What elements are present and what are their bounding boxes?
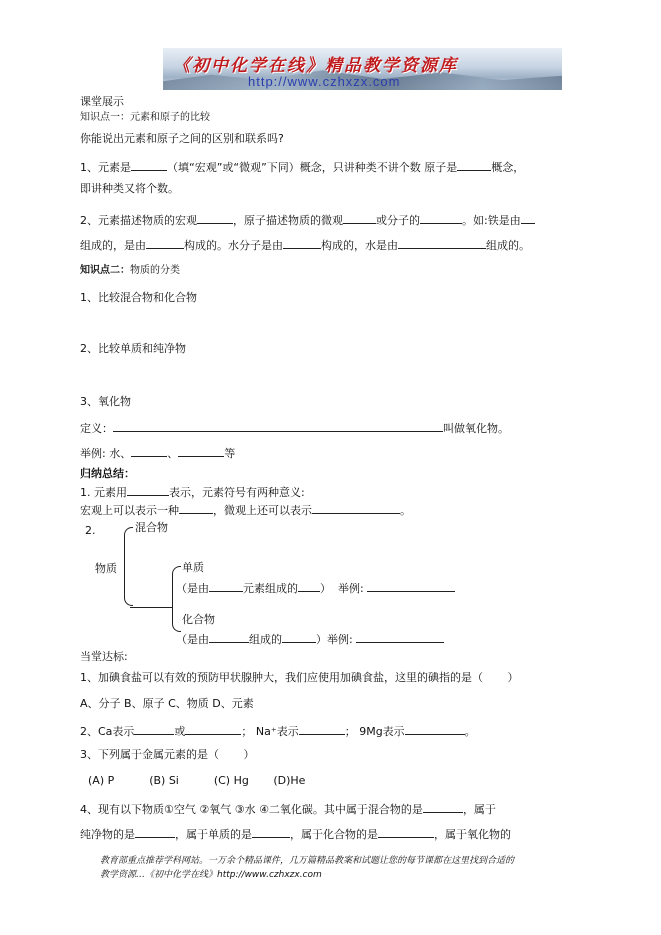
- compare-element-pure: 2、比较单质和纯净物: [80, 342, 186, 355]
- practice-q1-options: A、分子 B、原子 C、物质 D、元素: [80, 697, 254, 710]
- banner: [163, 48, 562, 90]
- question-intro: 你能说出元素和原子之间的区别和联系吗?: [80, 132, 284, 145]
- diagram-number: 2.: [85, 524, 96, 537]
- diagram-brace-pure: [172, 566, 181, 632]
- oxide-heading: 3、氧化物: [80, 395, 131, 408]
- diagram-matter: 物质: [95, 562, 117, 575]
- practice-q4-line1: 4、现有以下物质①空气 ②氧气 ③水 ④二氧化碳。其中属于混合物的是 ，属于: [80, 803, 496, 816]
- knowledge-point-1: 知识点一：元素和原子的比较: [80, 112, 210, 123]
- footer-line2: 教学资源…《初中化学在线》http://www.czhxzx.com: [100, 870, 322, 880]
- q1-line2: 即讲种类又将个数。: [80, 182, 179, 195]
- summary-line1: 1. 元素用 表示，元素符号有两种意义:: [80, 486, 305, 499]
- diagram-connector: [130, 607, 172, 608]
- diagram-element-desc: （是由 元素组成的 ） 举例:: [176, 580, 455, 596]
- diagram-mixture: 混合物: [135, 521, 168, 534]
- q2-line1: 2、元素描述物质的宏观 ，原子描述物质的微观 或分子的 。如:铁是由: [80, 212, 535, 228]
- oxide-definition: 定义： 叫做氧化物。: [80, 422, 509, 435]
- banner-url[interactable]: http://www.czhxzx.com: [248, 74, 401, 89]
- diagram-compound: 化合物: [182, 613, 215, 626]
- practice-q1: 1、加碘食盐可以有效的预防甲状腺肿大，我们应使用加碘食盐，这里的碘指的是（ ）: [80, 671, 519, 684]
- section-heading: 课堂展示: [80, 95, 124, 108]
- practice-q2: 2、Ca表示 或 ； Na⁺表示 ； 9Mg表示 。: [80, 725, 476, 738]
- practice-heading: 当堂达标:: [80, 650, 128, 663]
- compare-mixture-compound: 1、比较混合物和化合物: [80, 291, 197, 304]
- knowledge-point-2: 知识点二：物质的分类: [80, 265, 180, 276]
- practice-q3: 3、下列属于金属元素的是（ ）: [80, 748, 255, 761]
- diagram-compound-desc: （是由 组成的 ）举例:: [176, 631, 444, 647]
- oxide-examples: 举例: 水、 、 等: [80, 447, 236, 460]
- q2-line2: 组成的，是由 构成的。水分子是由 构成的，水是由 组成的。: [80, 239, 530, 252]
- diagram-brace-main: [124, 527, 133, 606]
- q1-line1: 1、元素是 （填“宏观”或“微观”下同）概念，只讲种类不讲个数 原子是 概念，: [80, 161, 525, 174]
- banner-title: 《初中化学在线》精品教学资源库: [173, 56, 458, 76]
- practice-q4-line2: 纯净物的是 ，属于单质的是 ，属于化合物的是 ，属于氧化物的: [80, 828, 511, 841]
- practice-q3-options: (A) P (B) Si (C) Hg (D)He: [88, 774, 306, 787]
- summary-line2: 宏观上可以表示一种 ，微观上还可以表示 。: [80, 504, 411, 517]
- summary-heading: 归纳总结：: [80, 467, 135, 480]
- footer-line1: 教育部重点推荐学科网站。一万余个精品课件，几万篇精品教案和试题让您的每节课都在这里找到合适的: [100, 856, 515, 866]
- diagram-element: 单质: [182, 561, 204, 574]
